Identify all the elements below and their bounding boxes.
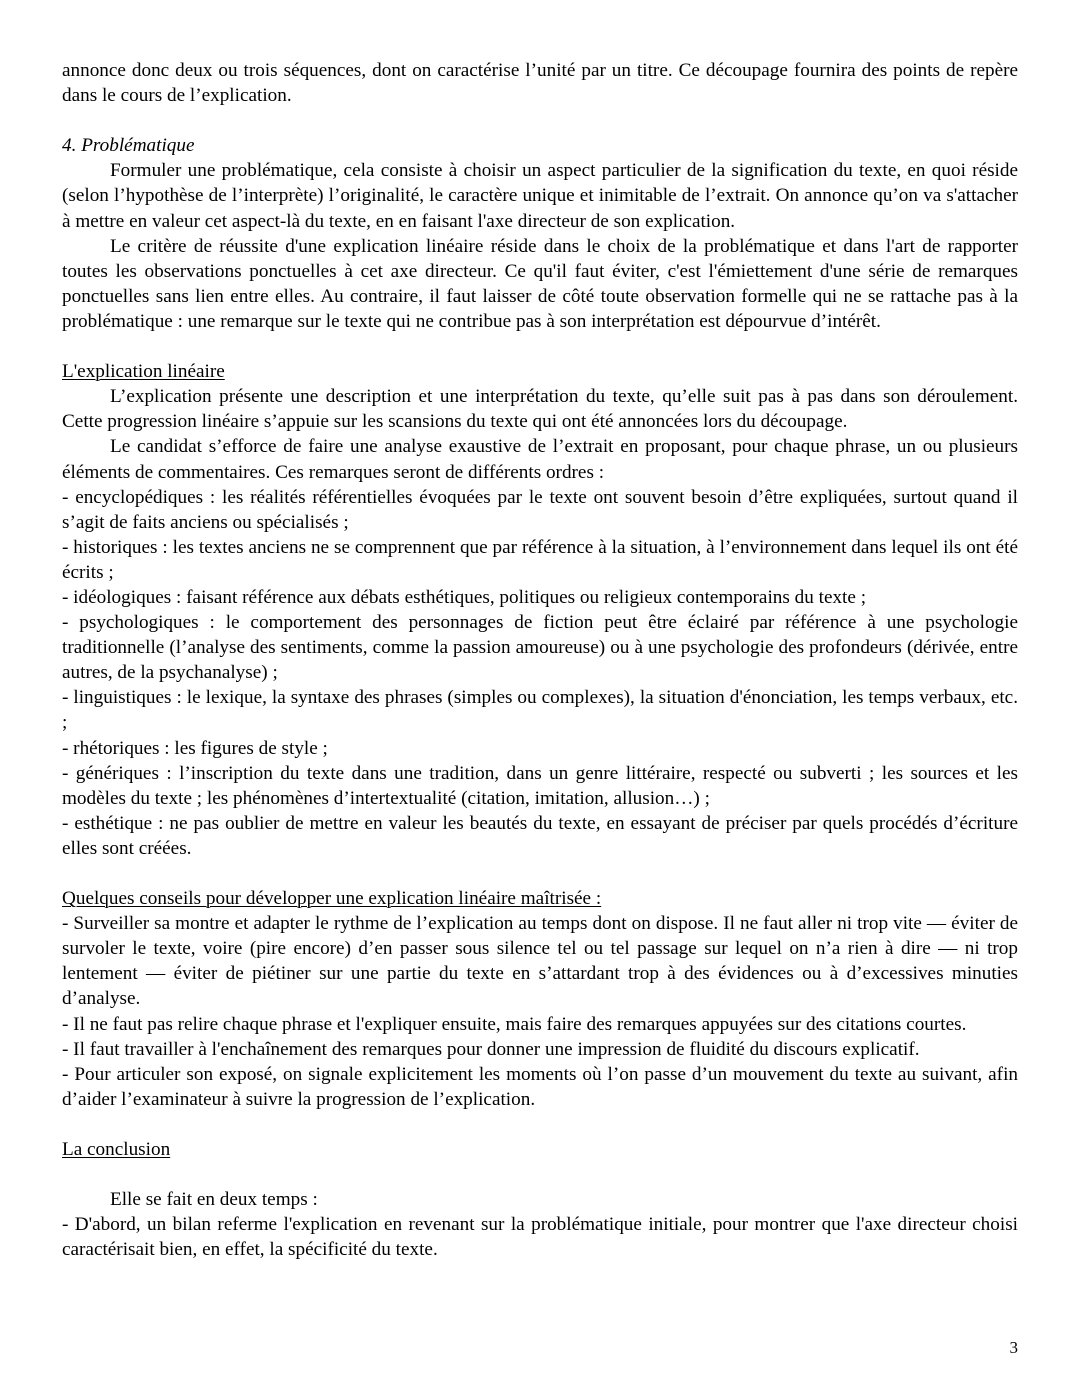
list-item: - esthétique : ne pas oublier de mettre en valeur les beautés du texte, en essayant de préciser par quels procédés d’écriture elles sont créées. [62, 812, 1018, 859]
section-gap [62, 108, 1018, 133]
conseils-list [62, 911, 1018, 1112]
paragraph-presente: L’explication présente une description et une interprétation du texte, qu’elle suit pas à pas dans son déroulement. Cette progression linéaire s’appuie sur les scansions du texte qui ont été annoncées lors du découpage. [62, 386, 1018, 433]
paragraph-formuler: Formuler une problématique, cela consiste à choisir un aspect particulier de la signification du texte, en quoi réside (selon l’hypothèse de l’interprète) l’originalité, le caractère unique et inimitable de l’extrait. On annonce qu’on va s'attacher à mettre en valeur cet aspect-là du texte, en en faisant l'axe directeur de son explication. [62, 160, 1018, 232]
list-item: - Surveiller sa montre et adapter le rythme de l’explication au temps dont on dispose. Il ne faut aller ni trop vite — éviter de survoler le texte, voire (pire encore) d’en passer sous silence tel ou tel passage sur lequel on n’a rien à dire — ni trop lentement — éviter de piétiner sur une partie du texte en s’attardant trop à des évidences ou à d’excessives minuties d’analyse. [62, 913, 1018, 1010]
list-item: - Il faut travailler à l'enchaînement des remarques pour donner une impression de fluidité du discours explicatif. [62, 1038, 920, 1060]
list-item: - historiques : les textes anciens ne se comprennent que par référence à la situation, à l’environnement dans lequel ils ont été écrits ; [62, 536, 1018, 583]
heading-conseils [62, 886, 1018, 911]
section-gap [62, 1112, 1018, 1137]
heading-explication-lineaire-text: L'explication linéaire [62, 361, 225, 383]
list-item: - linguistiques : le lexique, la syntaxe des phrases (simples ou complexes), la situation d'énonciation, les temps verbaux, etc. ; [62, 687, 1018, 734]
list-item: - psychologiques : le comportement des personnages de fiction peut être éclairé par référence à une psychologie traditionnelle (l’analyse des sentiments, comme la passion amoureuse) ou à une psychologie des profondeurs (dérivée, entre autres, de la psychanalyse) ; [62, 612, 1018, 684]
heading-conclusion-text: La conclusion [62, 1139, 171, 1161]
heading-problematique: 4. Problématique [62, 135, 195, 157]
page-number: 3 [1009, 1338, 1018, 1357]
paragraph-dabord: - D'abord, un bilan referme l'explication en revenant sur la problématique initiale, pour montrer que l'axe directeur choisi caractérisait bien, en effet, la spécificité du texte. [62, 1214, 1018, 1261]
heading-explication-lineaire [62, 359, 1018, 384]
paragraph-critere: Le critère de réussite d'une explication linéaire réside dans le choix de la problématique et dans l'art de rapporter toutes les observations ponctuelles à cet axe directeur. Ce qu'il faut éviter, c'est l'émiettement d'une série de remarques ponctuelles sans lien entre elles. Au contraire, il faut laisser de côté toute observation formelle qui ne se rattache pas à la problématique : une remarque sur le texte qui ne contribue pas à son interprétation est dépourvue d’intérêt. [62, 235, 1018, 332]
page-content [62, 58, 1018, 1263]
paragraph-intro-continued: annonce donc deux ou trois séquences, dont on caractérise l’unité par un titre. Ce découpage fournira des points de repère dans le cours de l’explication. [62, 60, 1018, 107]
section-gap [62, 861, 1018, 886]
list-item: - rhétoriques : les figures de style ; [62, 737, 328, 759]
heading-conclusion [62, 1137, 1018, 1162]
list-item: - génériques : l’inscription du texte dans une tradition, dans un genre littéraire, respecté ou subverti ; les sources et les modèles du texte ; les phénomènes d’intertextualité (citation, imitation, allusion…) ; [62, 762, 1018, 809]
list-item: - idéologiques : faisant référence aux débats esthétiques, politiques ou religieux contemporains du texte ; [62, 586, 867, 608]
heading-conseils-text: Quelques conseils pour développer une explication linéaire maîtrisée : [62, 888, 602, 910]
list-item: - Pour articuler son exposé, on signale explicitement les moments où l’on passe d’un mouvement du texte au suivant, afin d’aider l’examinateur à suivre la progression de l’explication. [62, 1063, 1018, 1110]
list-item: - Il ne faut pas relire chaque phrase et l'expliquer ensuite, mais faire des remarques appuyées sur des citations courtes. [62, 1013, 967, 1035]
paragraph-candidat: Le candidat s’efforce de faire une analyse exaustive de l’extrait en proposant, pour chaque phrase, un ou plusieurs éléments de commentaires. Ces remarques seront de différents ordres : [62, 436, 1018, 483]
ordres-list [62, 485, 1018, 861]
section-gap [62, 1162, 1018, 1187]
list-item: - encyclopédiques : les réalités référentielles évoquées par le texte ont souvent besoin d’être expliquées, surtout quand il s’agit de faits anciens ou spécialisés ; [62, 486, 1018, 533]
section-gap [62, 334, 1018, 359]
paragraph-elle-se-fait: Elle se fait en deux temps : [110, 1189, 318, 1211]
